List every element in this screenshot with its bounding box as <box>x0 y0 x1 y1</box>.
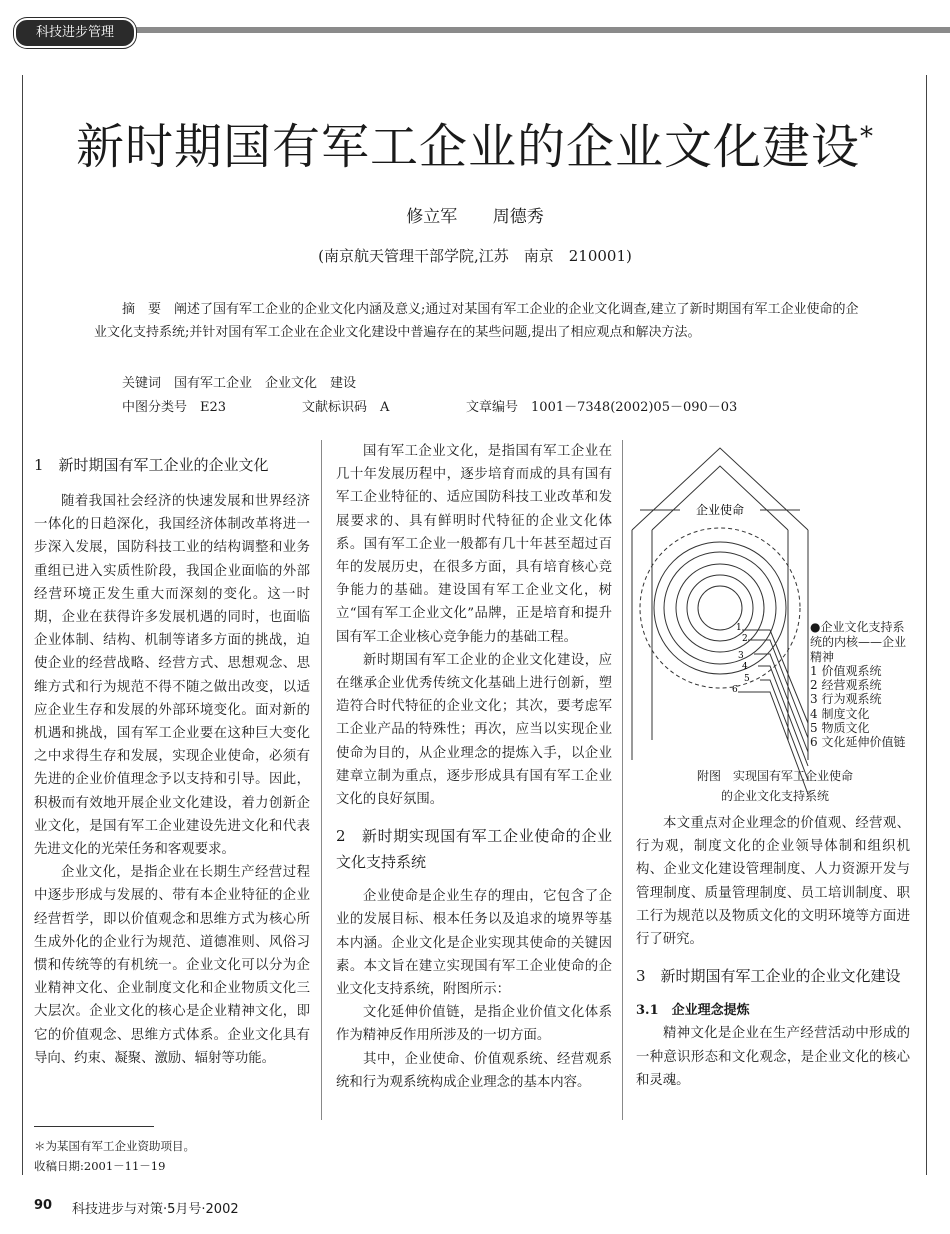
heading-section-3: 3 新时期国有军工企业的企业文化建设 <box>636 967 901 986</box>
doc-code: 文献标识码 A <box>302 400 390 415</box>
paragraph: 企业文化，是指企业在长期生产经营过程中逐步形成与发展的、带有本企业特征的企业经营哲学，即以价值观念和思维方式为核心所生成外化的企业行为规范、道德准则、风俗习惯和传统等的有机统一。企业文化可以分为企业精神文化、企业制度文化和企业物质文化三大层次。企业文化的核心是企业精神文化，即它的价值观念、思维方式体系。企业文化具有导向、约束、凝聚、激励、辐射等功能。 <box>34 865 310 1066</box>
legend-item: 5 物质文化 <box>810 720 870 735</box>
article-title: 新时期国有军工企业的企业文化建设* <box>75 119 874 175</box>
column-3 <box>636 812 910 1092</box>
clc-number: 中图分类号 E23 <box>122 400 227 415</box>
header-rule <box>120 27 950 33</box>
figure-caption: 附图 实现国有军工企业使命 的企业文化支持系统 <box>696 769 853 803</box>
figure <box>630 440 920 810</box>
heading-section-2: 2 新时期实现国有军工企业使命的企业文化支持系统 <box>336 827 612 872</box>
title-footnote-mark: * <box>860 122 874 152</box>
legend-item: 3 行为观系统 <box>810 692 882 707</box>
section-tab: 科技进步管理 <box>14 18 136 48</box>
authors <box>0 202 950 227</box>
legend-item: 4 制度文化 <box>810 706 870 721</box>
article-number: 文章编号 1001－7348(2002)05－090－03 <box>466 400 738 415</box>
ring-number: 2 <box>742 634 748 644</box>
paragraph: 其中，企业使命、价值观系统、经营观系统和行为观系统构成企业理念的基本内容。 <box>336 1051 612 1090</box>
author-2: 周德秀 <box>492 207 544 227</box>
paragraph: 文化延伸价值链，是指企业价值文化体系作为精神反作用所涉及的一切方面。 <box>336 1005 612 1044</box>
column-1 <box>34 452 310 1070</box>
roof-inner <box>652 466 788 530</box>
ring-number: 4 <box>742 662 748 672</box>
left-margin-rule <box>22 75 23 1175</box>
roof-outer <box>632 448 808 530</box>
figure-legend <box>810 664 920 749</box>
abstract <box>94 298 864 344</box>
footnote-rule <box>34 1126 154 1127</box>
ring-2 <box>687 575 753 641</box>
author-1: 修立军 <box>406 207 458 227</box>
column-divider-1 <box>321 440 322 1120</box>
page-number: 90 <box>34 1198 53 1213</box>
keywords: 关键词 国有军工企业 企业文化 建设 <box>122 376 357 391</box>
mission-label: 企业使命 <box>695 503 745 517</box>
legend-item: 2 经营观系统 <box>810 678 882 693</box>
right-margin-rule <box>926 75 927 1175</box>
heading-subsection-3-1: 3.1 企业理念提炼 <box>636 1003 750 1019</box>
paragraph: 国有军工企业文化，是指国有军工企业在几十年发展历程中，逐步培育而成的具有国有军工企业特征的、适应国防科技工业改革和发展要求的、具有鲜明时代特征的企业文化体系。国有军工企业一般都有几十年甚至超过百年的发展历史，在很多方面，具有培育核心竞争能力的基础。建设国有军工企业文化，树立“国有军工企业文化”品牌，正是培育和提升国有军工企业核心竞争能力的基础工程。 <box>336 444 612 645</box>
core-note: ●企业文化支持系统的内核——企业精神 <box>810 620 907 664</box>
journal-info: 科技进步与对策·5月号·2002 <box>72 1202 239 1217</box>
ring-3 <box>676 564 764 652</box>
footnote-received: 收稿日期:2001－11－19 <box>34 1159 166 1173</box>
legend-item: 6 文化延伸价值链 <box>810 735 906 750</box>
ring-number: 5 <box>744 674 750 684</box>
ring-4 <box>664 552 776 664</box>
column-divider-2 <box>622 440 623 1120</box>
abstract-label: 摘 要 <box>122 302 162 317</box>
paragraph: 企业使命是企业生存的理由，它包含了企业的发展目标、根本任务以及追求的境界等基本内涵。企业文化是企业实现其使命的关键因素。本文旨在建立实现国有军工企业使命的企业文化支持系统，附图所示： <box>336 889 612 998</box>
ring-number: 3 <box>738 651 744 661</box>
ring-number: 6 <box>732 685 738 695</box>
footnote-fund: ＊为某国有军工企业资助项目。 <box>34 1139 195 1153</box>
paragraph: 随着我国社会经济的快速发展和世界经济一体化的日趋深化，我国经济体制改革将进一步深入发展，国防科技工业的结构调整和业务重组已进入实质性阶段，我国企业面临的外部经营环境正发生重大而深刻的变化。这一时期，企业在获得许多发展机遇的同时，也面临企业体制、结构、机制等诸多方面的挑战，迫使企业的经营战略、经营方式、思想观念、思维方式和行为规范不得不随之做出改变，以适应企业生存和发展的外部环境变化。面对新的机遇和挑战，国有军工企业要在这种巨大变化之中求得生存和发展，实现企业使命，必须有先进的企业价值理念予以支持和引导。因此，积极而有效地开展企业文化建设，着力创新企业文化，是国有军工企业建设先进文化和代表先进文化的光荣任务和客观要求。 <box>34 494 310 858</box>
affiliation: (南京航天管理干部学院,江苏 南京 210001) <box>318 247 632 265</box>
paragraph: 新时期国有军工企业的企业文化建设，应在继承企业优秀传统文化基础上进行创新，塑造符合时代特征的企业文化；其次，要考虑军工企业产品的特殊性；再次，应当以实现企业使命为目的，从企业理念的提炼入手，以企业建章立制为重点，逐步形成具有国有军工企业文化的良好氛围。 <box>336 652 612 808</box>
paragraph: 本文重点对企业理念的价值观、经营观、行为观，制度文化的企业领导体制和组织机构、企业文化建设管理制度、人力资源开发与管理制度、质量管理制度、员工培训制度、职工行为规范以及物质文化的文明环境等方面进行了研究。 <box>636 816 910 948</box>
column-2 <box>336 440 612 1094</box>
paragraph: 精神文化是企业在生产经营活动中形成的一种意识形态和文化观念，是企业文化的核心和灵魂。 <box>636 1026 910 1088</box>
abstract-text: 阐述了国有军工企业的企业文化内涵及意义;通过对某国有军工企业的企业文化调查,建立了新时期国有军工企业使命的企业文化支持系统;并针对国有军工企业在企业文化建设中普遍存在的某些问题,提出了相应观点和解决方法。 <box>94 302 859 340</box>
ring-number: 1 <box>736 623 742 633</box>
heading-section-1: 1 新时期国有军工企业的企业文化 <box>34 456 269 474</box>
legend-item: 1 价值观系统 <box>810 664 882 678</box>
